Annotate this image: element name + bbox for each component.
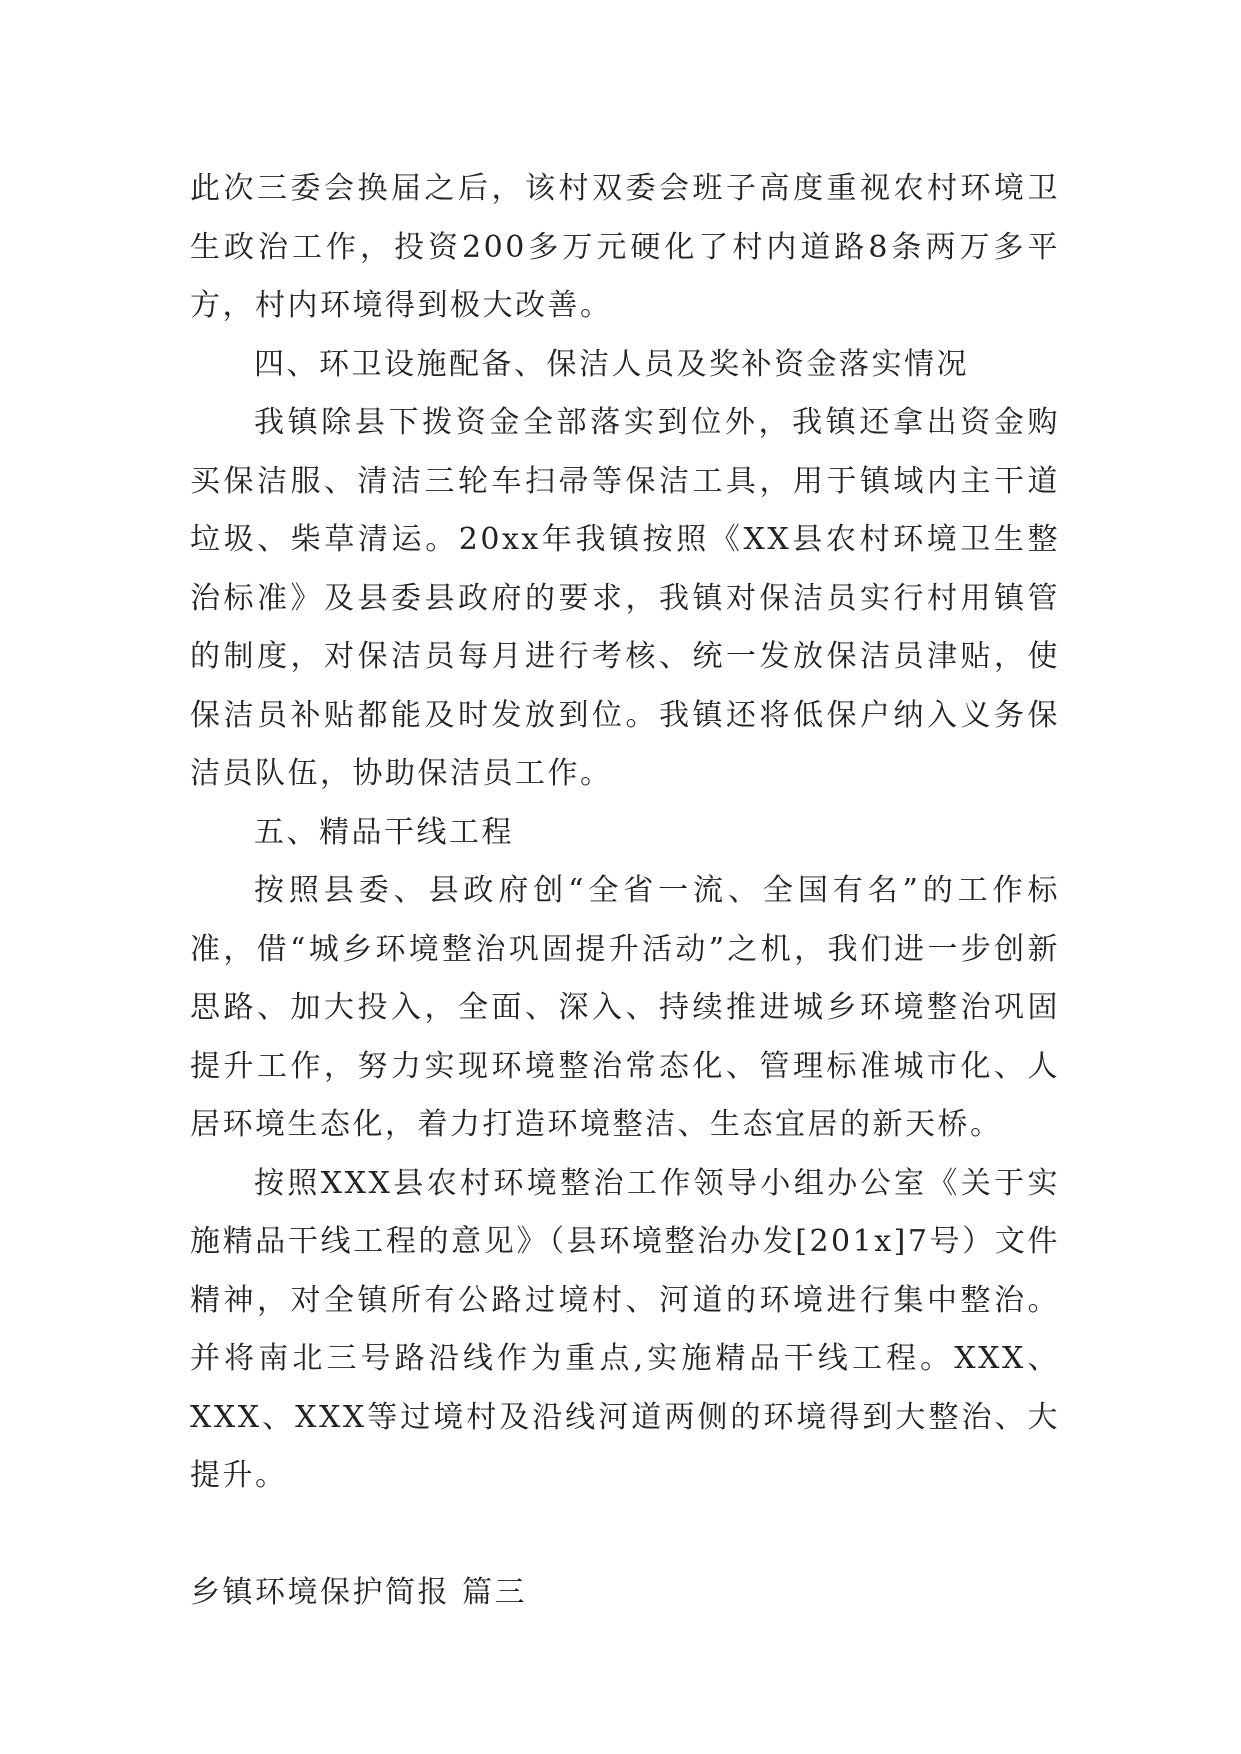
article-heading-part-three: 乡镇环境保护简报 篇三 [190, 1574, 528, 1610]
paragraph-cleaners-funding: 我镇除县下拨资金全部落实到位外，我镇还拿出资金购买保洁服、清洁三轮车扫帚等保洁工具，用于镇域内主干道垃圾、柴草清运。20xx年我镇按照《XX县农村环境卫生整治标准》及县委县政府的要求，我镇对保洁员实行村用镇管的制度，对保洁员每月进行考核、统一发放保洁员津贴，使保洁员补贴都能及时发放到位。我镇还将低保户纳入义务保洁员队伍，协助保洁员工作。 [190, 405, 1060, 791]
section-heading-sanitation-facilities: 四、环卫设施配备、保洁人员及奖补资金落实情况 [254, 346, 969, 382]
paragraph-village-roads: 此次三委会换届之后，该村双委会班子高度重视农村环境卫生政治工作，投资200多万元硬化了村内道路8条两万多平方，村内环境得到极大改善。 [190, 171, 1060, 323]
document-body [190, 160, 1060, 1622]
paragraph-environment-upgrade: 按照县委、县政府创“全省一流、全国有名”的工作标准，借“城乡环境整治巩固提升活动”之机，我们进一步创新思路、加大投入，全面、深入、持续推进城乡环境整治巩固提升工作，努力实现环境整治常态化、管理标准城市化、人居环境生态化，着力打造环境整洁、生态宜居的新天桥。 [190, 873, 1060, 1142]
section-heading-trunk-line-project: 五、精品干线工程 [254, 814, 514, 850]
paragraph-trunk-line-implementation: 按照XXX县农村环境整治工作领导小组办公室《关于实施精品干线工程的意见》（县环境整治办发[201x]7号）文件精神，对全镇所有公路过境村、河道的环境进行集中整治。并将南北三号路沿线作为重点,实施精品干线工程。XXX、XXX、XXX等过境村及沿线河道两侧的环境得到大整治、大提升。 [190, 1165, 1060, 1493]
